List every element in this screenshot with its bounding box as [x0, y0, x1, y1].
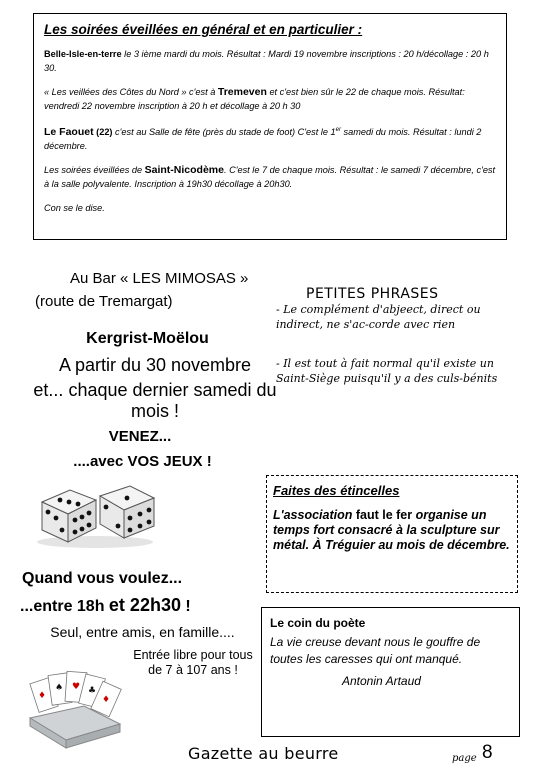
event-saint-nicodeme: Les soirées éveillées de Saint-Nicodème. C'est le 7 de chaque mois. Résultat : le samedi 7 décembre, c'est à la salle polyvalente. Inscription à 19h30 décollage à 20h30. — [44, 164, 496, 190]
sparks-title: Faites des étincelles — [273, 483, 400, 498]
bar-audience: Seul, entre amis, en famille.... — [50, 624, 235, 640]
bar-jeux: ....avec VOS JEUX ! — [73, 453, 212, 470]
event-tremeven: « Les veillées des Côtes du Nord » c'est à Tremeven et c'est bien sûr le 22 de chaque mois. Résultat: vendredi 22 novembre inscription à 20 h et décollage à 20 h 30 — [44, 86, 465, 111]
svg-text:♣: ♣ — [88, 686, 97, 696]
event-faouet: Le Faouet (22) c'est au Salle de fête (près du stade de foot) C'est le 1er samedi du mois. Résultat : lundi 2 décembre. — [44, 126, 482, 152]
bar-venez: VENEZ... — [108, 428, 172, 445]
poet-author: Antonin Artaud — [342, 674, 421, 688]
bar-start-date: A partir du 30 novembre — [58, 355, 252, 375]
bar-quand: Quand vous voulez... — [22, 570, 183, 587]
event-faouet-name: Le Faouet — [44, 126, 94, 139]
bar-entry: Entrée libre pour tous de 7 à 107 ans ! — [133, 648, 253, 677]
poet-quote: La vie creuse devant nous le gouffre de toutes les caresses qui ont manqué. — [270, 635, 481, 666]
events-title: Les soirées éveillées en général et en particulier : — [44, 22, 363, 37]
bar-name: Au Bar « LES MIMOSAS » — [70, 270, 249, 287]
phrase-1: - Le complément d'abjeect, direct ou indirect, ne s'ac-corde avec rien — [276, 303, 481, 331]
event-belle-isle: Belle-Isle-en-terre le 3 ième mardi du mois. Résultat : Mardi 19 novembre inscriptions : 20 h/décollage : 20 h 30. — [44, 49, 489, 73]
phrases-title: PETITES PHRASES — [306, 286, 439, 302]
bar-town: Kergrist-Moëlou — [86, 330, 209, 347]
page-label: page — [452, 753, 477, 764]
dice-image — [30, 480, 160, 550]
svg-text:♦: ♦ — [38, 691, 47, 701]
events-box — [33, 13, 507, 240]
events-closing: Con se le dise. — [44, 203, 105, 214]
playing-cards-image — [24, 668, 124, 750]
phrase-2: - Il est tout à fait normal qu'il existe un Saint-Siège puisqu'il y a des culs-bénits — [276, 357, 498, 385]
page-number: 8 — [482, 742, 493, 763]
bar-recurrence: et... chaque dernier samedi du mois ! — [33, 380, 277, 421]
sparks-body: L'association faut le fer organise un temps fort consacré à la sculpture sur métal. À Tréguier au mois de décembre. — [273, 508, 510, 552]
event-tremeven-name: Tremeven — [217, 86, 267, 98]
svg-text:♥: ♥ — [72, 682, 81, 692]
event-belle-isle-name: Belle-Isle-en-terre — [44, 49, 122, 59]
gazette-title: Gazette au beurre — [188, 744, 339, 763]
event-saint-nicodeme-name: Saint-Nicodème — [144, 164, 224, 177]
sparks-box — [266, 475, 518, 593]
poet-box — [261, 607, 520, 737]
poet-title: Le coin du poète — [270, 616, 366, 630]
bar-route: (route de Tremargat) — [35, 293, 173, 310]
svg-text:♦: ♦ — [102, 695, 111, 705]
svg-text:♠: ♠ — [55, 683, 64, 693]
bar-hours: ...entre 18h et 22h30 ! — [20, 595, 191, 615]
